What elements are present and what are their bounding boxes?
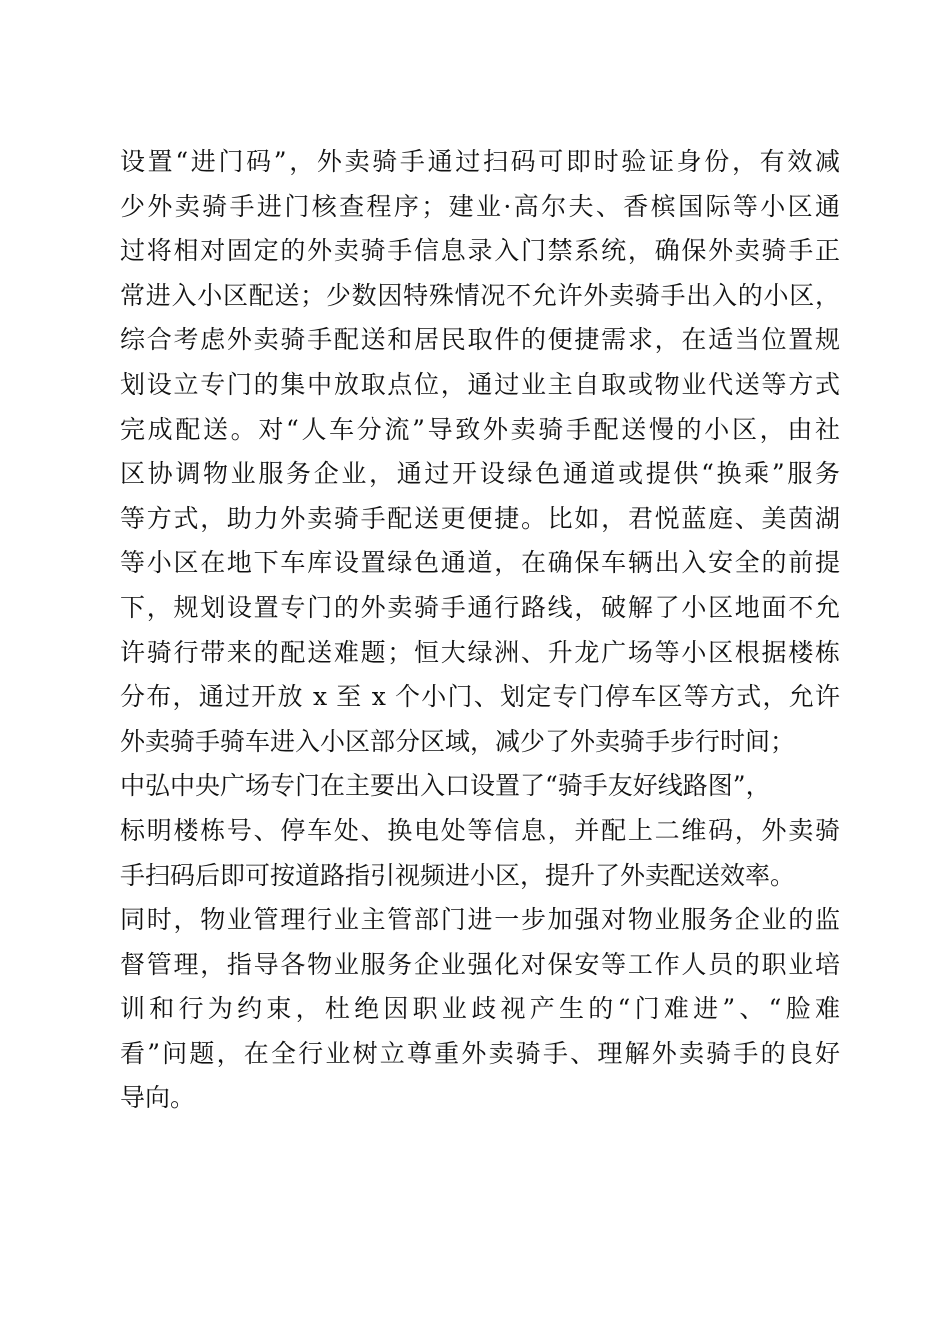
text-line-15: 中弘中央广场专门在主要出入口设置了“骑手友好线路图”，: [120, 771, 771, 801]
text-line-4: 常进入小区配送；少数因特殊情况不允许外卖骑手出入的小区，: [120, 280, 840, 310]
body-paragraph: [120, 140, 840, 1121]
text-line-12: 许骑行带来的配送难题；恒大绿洲、升龙广场等小区根据楼栋: [120, 637, 840, 667]
text-line-16: 标明楼栋号、停车处、换电处等信息，并配上二维码，外卖骑: [120, 815, 840, 845]
text-line-21: 看”问题，在全行业树立尊重外卖骑手、理解外卖骑手的良好: [120, 1038, 840, 1068]
text-line-18: 同时，物业管理行业主管部门进一步加强对物业服务企业的监: [120, 905, 840, 935]
text-line-3: 过将相对固定的外卖骑手信息录入门禁系统，确保外卖骑手正: [120, 236, 840, 266]
text-line-19: 督管理，指导各物业服务企业强化对保安等工作人员的职业培: [120, 949, 840, 979]
text-line-17: 手扫码后即可按道路指引视频进小区，提升了外卖配送效率。: [120, 860, 796, 890]
text-line-10: 等小区在地下车库设置绿色通道，在确保车辆出入安全的前提: [120, 548, 840, 578]
text-line-1: 设置“进门码”，外卖骑手通过扫码可即时验证身份，有效减: [120, 147, 840, 176]
text-line-8: 区协调物业服务企业，通过开设绿色通道或提供“换乘”服务: [120, 459, 840, 489]
text-line-13: 分布，通过开放 x 至 x 个小门、划定专门停车区等方式，允许: [120, 682, 840, 712]
text-line-9: 等方式，助力外卖骑手配送更便捷。比如，君悦蓝庭、美茵湖: [120, 503, 840, 533]
text-line-7: 完成配送。对“人车分流”导致外卖骑手配送慢的小区，由社: [120, 414, 840, 444]
text-line-6: 划设立专门的集中放取点位，通过业主自取或物业代送等方式: [120, 369, 840, 399]
text-line-22: 导向。: [120, 1083, 196, 1113]
text-line-20: 训和行为约束，杜绝因职业歧视产生的“门难进”、“脸难: [120, 994, 840, 1024]
text-line-11: 下，规划设置专门的外卖骑手通行路线，破解了小区地面不允: [120, 592, 840, 622]
text-line-14: 外卖骑手骑车进入小区部分区域，减少了外卖骑手步行时间；: [120, 726, 796, 756]
text-line-2: 少外卖骑手进门核查程序；建业·高尔夫、香槟国际等小区通: [120, 191, 840, 221]
text-line-5: 综合考虑外卖骑手配送和居民取件的便捷需求，在适当位置规: [120, 325, 840, 355]
